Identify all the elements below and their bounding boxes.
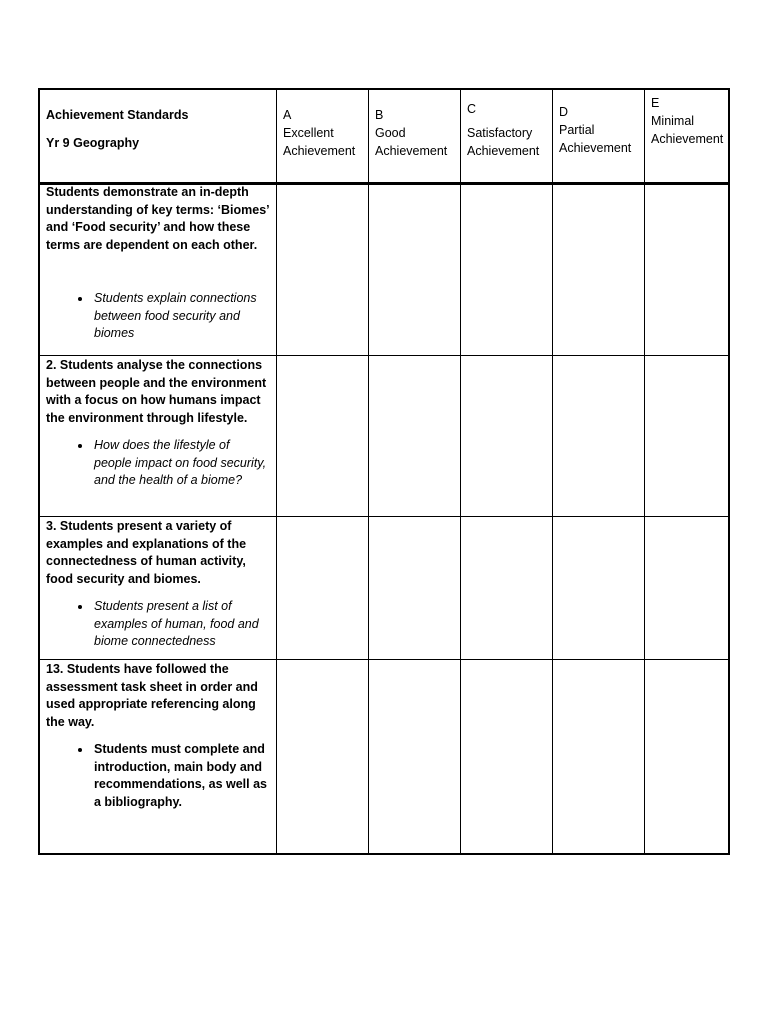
criterion-bullet: • Students explain connections between food security and biomes: [92, 290, 270, 343]
criterion-cell: [40, 516, 277, 659]
grade-d-cell[interactable]: [553, 516, 645, 659]
grade-letter: D: [559, 105, 569, 119]
criterion-cell: [40, 182, 277, 355]
grade-b-header: [369, 90, 461, 182]
grade-a-header: [277, 90, 369, 182]
grade-label: Partial Achievement: [559, 123, 632, 155]
grade-b-cell[interactable]: [369, 355, 461, 516]
criterion-text: Students demonstrate an in-depth understanding of key terms: ‘Biomes’ and ‘Food security’ and how these terms are dependent on each other.: [46, 185, 269, 252]
criterion-bullet: • Students present a list of examples of human, food and biome connectedness: [92, 598, 270, 651]
criterion-row: [40, 355, 728, 517]
grade-e-cell[interactable]: [645, 659, 728, 853]
grade-e-cell[interactable]: [645, 182, 728, 355]
criterion-bullet: • Students must complete and introduction, main body and recommendations, as well as a bibliography.: [92, 741, 270, 811]
grade-e-cell[interactable]: [645, 516, 728, 659]
grade-c-cell[interactable]: [461, 182, 553, 355]
grade-a-cell[interactable]: [277, 516, 369, 659]
grade-c-header: [461, 90, 553, 182]
header-row: [40, 90, 728, 185]
standards-header-cell: [40, 90, 277, 182]
grade-a-cell[interactable]: [277, 355, 369, 516]
grade-b-cell[interactable]: [369, 516, 461, 659]
rubric-table: [38, 88, 730, 855]
criterion-bullets: [46, 598, 270, 651]
grade-letter: C: [467, 102, 477, 116]
criterion-text: 13. Students have followed the assessment task sheet in order and used appropriate referencing along the way.: [46, 662, 258, 729]
subject-label: Yr 9 Geography: [46, 136, 140, 150]
standards-title: Achievement Standards: [46, 108, 189, 122]
criterion-row: [40, 516, 728, 660]
grade-c-cell[interactable]: [461, 355, 553, 516]
criterion-cell: [40, 659, 277, 853]
criterion-text: 2. Students analyse the connections between people and the environment with a focus on how humans impact the environment through lifestyle.: [46, 358, 267, 425]
grade-e-header: [645, 90, 728, 182]
grade-label: Excellent Achievement: [283, 126, 356, 158]
grade-d-header: [553, 90, 645, 182]
criterion-bullet: • How does the lifestyle of people impact on food security, and the health of a biome?: [92, 437, 270, 490]
grade-label: Satisfactory Achievement: [467, 126, 540, 158]
criterion-row: [40, 659, 728, 853]
criterion-cell: [40, 355, 277, 516]
criterion-bullets: [46, 741, 270, 811]
grade-letter: E: [651, 96, 660, 110]
grade-d-cell[interactable]: [553, 182, 645, 355]
criterion-text: 3. Students present a variety of examples and explanations of the connectedness of human activity, food security and biomes.: [46, 519, 247, 586]
grade-d-cell[interactable]: [553, 659, 645, 853]
grade-c-cell[interactable]: [461, 516, 553, 659]
criterion-bullets: [46, 437, 270, 490]
grade-d-cell[interactable]: [553, 355, 645, 516]
grade-c-cell[interactable]: [461, 659, 553, 853]
grade-label: Minimal Achievement: [651, 114, 724, 146]
grade-letter: B: [375, 108, 384, 122]
grade-letter: A: [283, 108, 292, 122]
criterion-row: [40, 182, 728, 356]
grade-e-cell[interactable]: [645, 355, 728, 516]
grade-b-cell[interactable]: [369, 659, 461, 853]
grade-a-cell[interactable]: [277, 182, 369, 355]
grade-a-cell[interactable]: [277, 659, 369, 853]
criterion-bullets: [46, 290, 270, 343]
grade-label: Good Achievement: [375, 126, 448, 158]
grade-b-cell[interactable]: [369, 182, 461, 355]
